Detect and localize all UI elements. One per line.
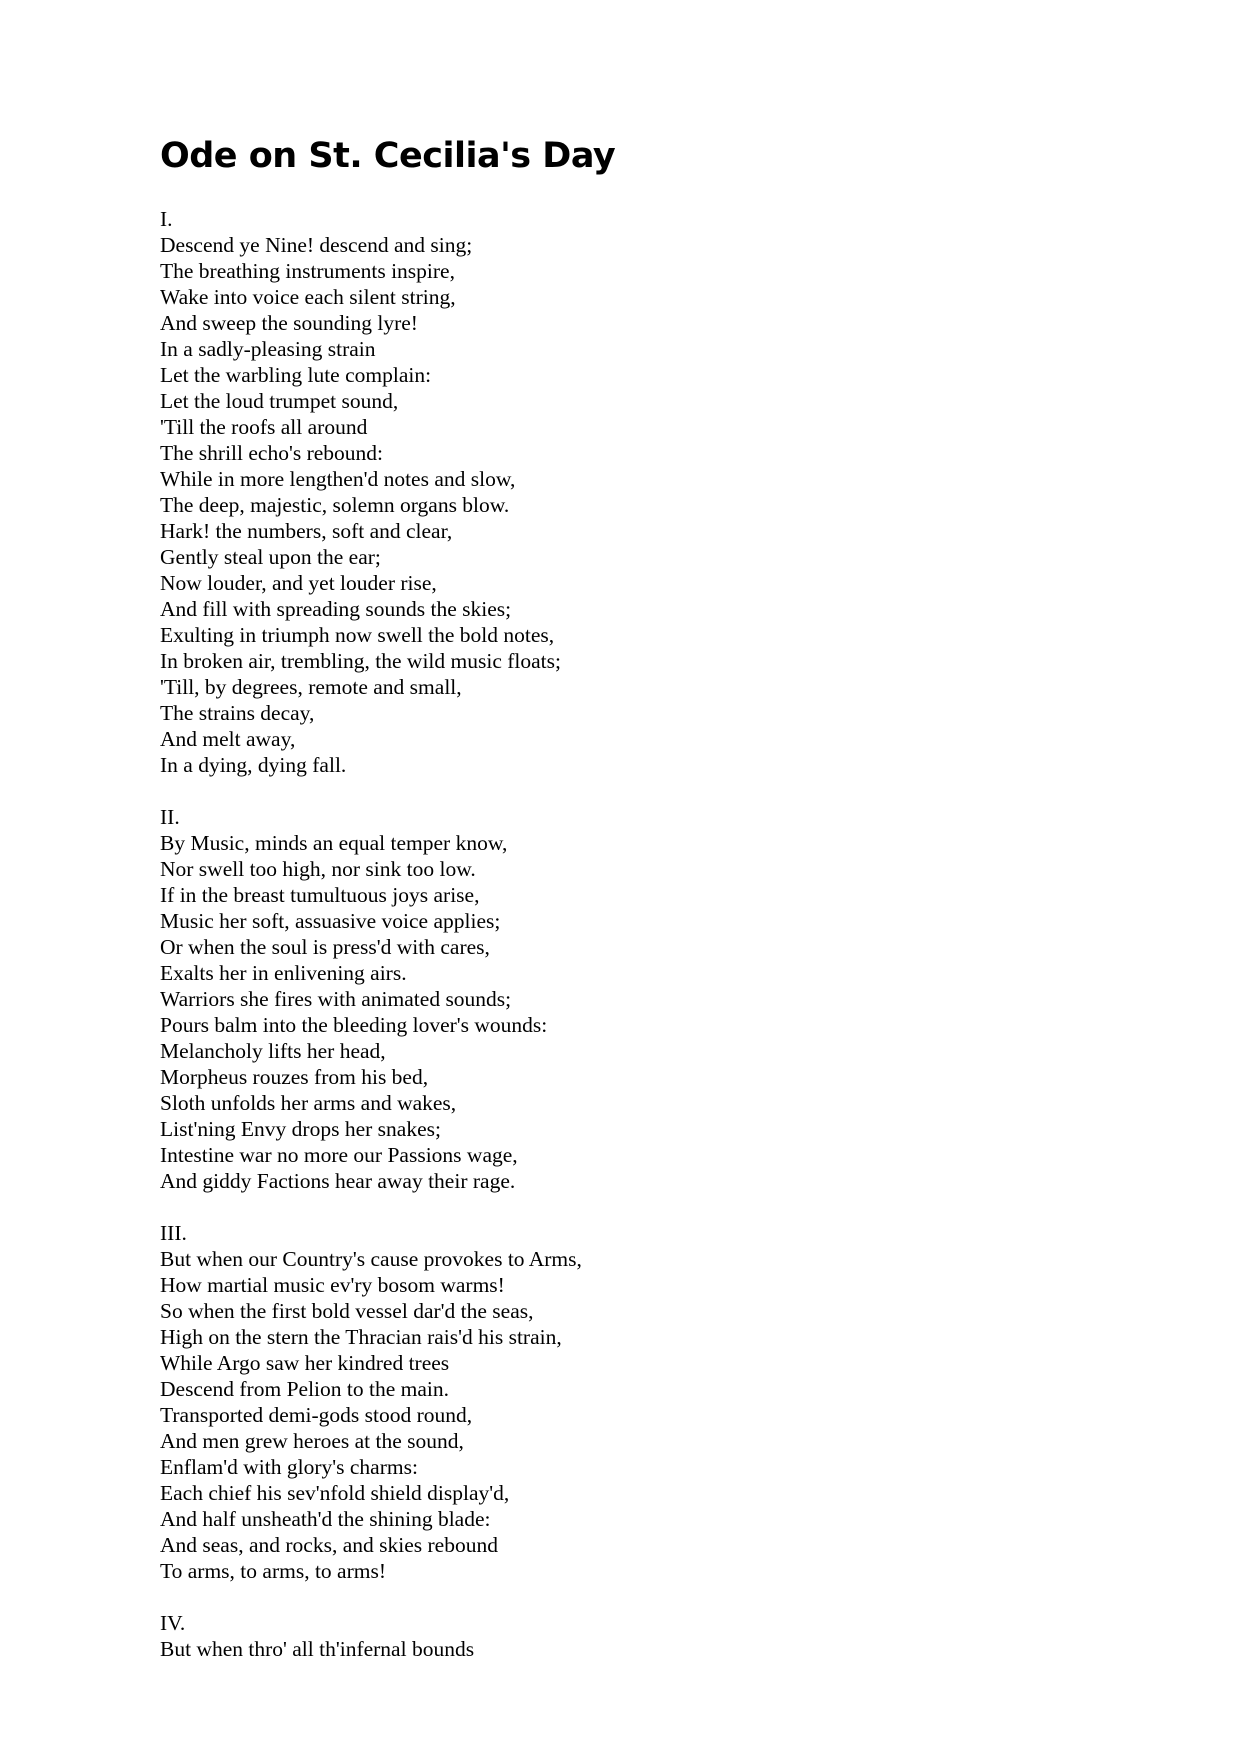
poem-line: The breathing instruments inspire, <box>160 259 455 283</box>
stanza-numeral: IV. <box>160 1611 186 1635</box>
poem-line: High on the stern the Thracian rais'd his strain, <box>160 1325 562 1349</box>
poem-line: And half unsheath'd the shining blade: <box>160 1507 491 1531</box>
poem-line: If in the breast tumultuous joys arise, <box>160 883 480 907</box>
poem-line: And giddy Factions hear away their rage. <box>160 1169 516 1193</box>
poem-line: And men grew heroes at the sound, <box>160 1429 464 1453</box>
poem-line: While in more lengthen'd notes and slow, <box>160 467 516 491</box>
poem-line: And sweep the sounding lyre! <box>160 311 418 335</box>
stanza-numeral: I. <box>160 207 173 231</box>
stanza <box>160 1220 1060 1584</box>
poem-line: The strains decay, <box>160 701 315 725</box>
poem-line: So when the first bold vessel dar'd the seas, <box>160 1299 534 1323</box>
poem-line: By Music, minds an equal temper know, <box>160 831 508 855</box>
poem-line: Descend from Pelion to the main. <box>160 1377 449 1401</box>
poem-line: Melancholy lifts her head, <box>160 1039 386 1063</box>
poem-line: 'Till the roofs all around <box>160 415 368 439</box>
poem-line: Sloth unfolds her arms and wakes, <box>160 1091 457 1115</box>
poem-line: Intestine war no more our Passions wage, <box>160 1143 518 1167</box>
stanza-numeral: II. <box>160 805 180 829</box>
poem-line: And seas, and rocks, and skies rebound <box>160 1533 498 1557</box>
poem-line: Descend ye Nine! descend and sing; <box>160 233 473 257</box>
poem-line: In a sadly-pleasing strain <box>160 337 376 361</box>
poem-line: In a dying, dying fall. <box>160 753 347 777</box>
poem-line: Morpheus rouzes from his bed, <box>160 1065 429 1089</box>
poem-line: Exalts her in enlivening airs. <box>160 961 407 985</box>
poem-line: Each chief his sev'nfold shield display'd, <box>160 1481 510 1505</box>
poem-line: Nor swell too high, nor sink too low. <box>160 857 476 881</box>
poem-line: And melt away, <box>160 727 296 751</box>
poem-line: The shrill echo's rebound: <box>160 441 383 465</box>
stanza-numeral: III. <box>160 1221 187 1245</box>
poem-line: Let the warbling lute complain: <box>160 363 432 387</box>
poem-line: Wake into voice each silent string, <box>160 285 456 309</box>
poem-line: Transported demi-gods stood round, <box>160 1403 473 1427</box>
poem-body <box>160 206 1060 1688</box>
poem-title: Ode on St. Cecilia's Day <box>160 136 616 176</box>
poem-line: How martial music ev'ry bosom warms! <box>160 1273 505 1297</box>
poem-line: To arms, to arms, to arms! <box>160 1559 386 1583</box>
poem-line: While Argo saw her kindred trees <box>160 1351 450 1375</box>
stanza <box>160 804 1060 1194</box>
stanza <box>160 206 1060 778</box>
poem-line: List'ning Envy drops her snakes; <box>160 1117 441 1141</box>
poem-line: Exulting in triumph now swell the bold notes, <box>160 623 555 647</box>
poem-line: Pours balm into the bleeding lover's wounds: <box>160 1013 548 1037</box>
poem-line: And fill with spreading sounds the skies; <box>160 597 512 621</box>
poem-line: But when our Country's cause provokes to Arms, <box>160 1247 582 1271</box>
poem-line: Now louder, and yet louder rise, <box>160 571 437 595</box>
stanza <box>160 1610 1060 1662</box>
poem-line: Gently steal upon the ear; <box>160 545 381 569</box>
poem-line: Music her soft, assuasive voice applies; <box>160 909 501 933</box>
poem-line: Enflam'd with glory's charms: <box>160 1455 418 1479</box>
poem-line: Or when the soul is press'd with cares, <box>160 935 490 959</box>
poem-line: Warriors she fires with animated sounds; <box>160 987 512 1011</box>
poem-line: But when thro' all th'infernal bounds <box>160 1637 475 1661</box>
poem-line: The deep, majestic, solemn organs blow. <box>160 493 510 517</box>
poem-line: 'Till, by degrees, remote and small, <box>160 675 462 699</box>
poem-line: In broken air, trembling, the wild music floats; <box>160 649 561 673</box>
poem-line: Let the loud trumpet sound, <box>160 389 399 413</box>
poem-line: Hark! the numbers, soft and clear, <box>160 519 453 543</box>
